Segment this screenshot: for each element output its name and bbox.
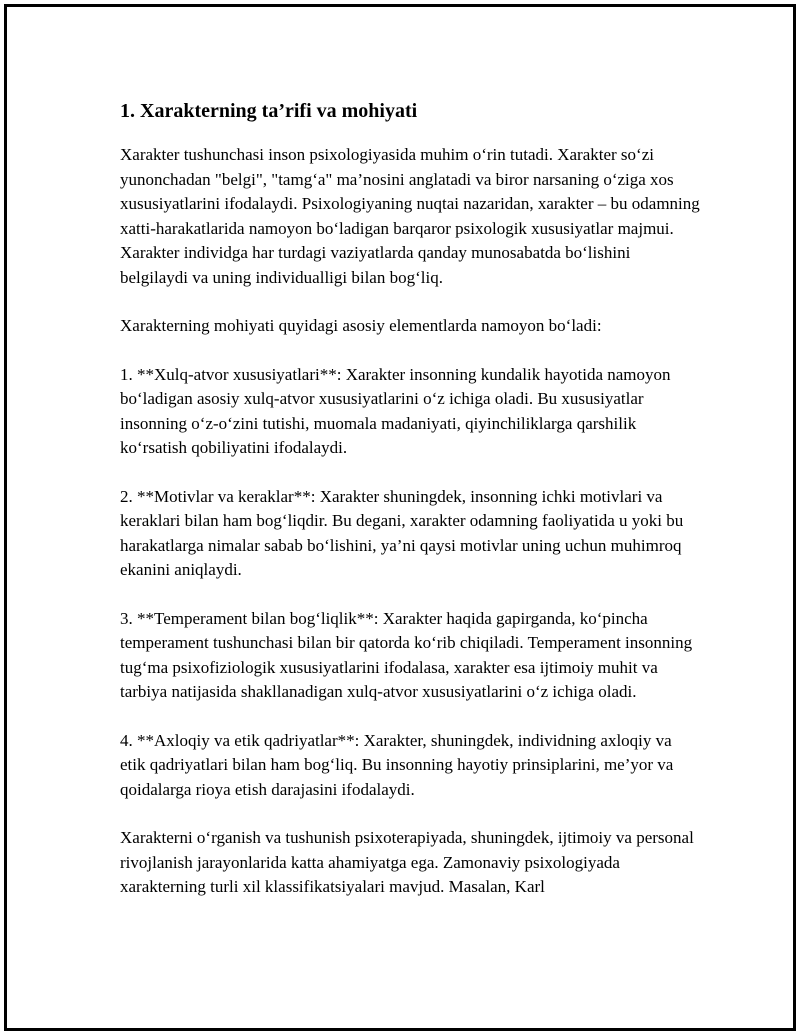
list-item-temperament: 3. **Temperament bilan bog‘liqlik**: Xarakter haqida gapirganda, ko‘pincha temperament tushunchasi bilan bir qatorda ko‘rib chiqiladi. Temperament insonning tug‘ma psixofiziologik xususiyatlarini ifodalasa, xarakter esa ijtimoiy muhit va tarbiya natijasida shakllanadigan xulq-atvor xususiyatlarini o‘z ichiga oladi. [120,608,693,701]
list-item-behavior: 1. **Xulq-atvor xususiyatlari**: Xarakter insonning kundalik hayotida namoyon bo‘ladigan asosiy xulq-atvor xususiyatlarini o‘z ichiga oladi. Bu xususiyatlar insonning o‘z-o‘zini tutishi, muomala madaniyati, qiyinchiliklarga qarshilik ko‘rsatish qobiliyatini ifodalaydi. [120,364,671,457]
section-heading: 1. Xarakterning ta’rifi va mohiyati [120,100,418,122]
closing-paragraph: Xarakterni o‘rganish va tushunish psixoterapiyada, shuningdek, ijtimoiy va personal rivojlanish jarayonlarida katta ahamiyatga ega. Zamonaviy psixologiyada xarakterning turli xil klassifikatsiyalari mavjud. Masalan, Karl [120,828,694,896]
document-page [4,4,796,1031]
list-item-motives: 2. **Motivlar va keraklar**: Xarakter shuningdek, insonning ichki motivlari va keraklari bilan ham bog‘liqdir. Bu degani, xarakter odamning faoliyatida u yoki bu harakatlarga nimalar sabab bo‘lishini, ya’ni qaysi motivlar uning uchun muhimroq ekanini aniqlaydi. [120,486,684,579]
document-body [120,97,700,924]
essence-intro-paragraph: Xarakterning mohiyati quyidagi asosiy elementlarda namoyon bo‘ladi: [120,316,602,335]
intro-paragraph: Xarakter tushunchasi inson psixologiyasida muhim o‘rin tutadi. Xarakter so‘zi yunonchadan "belgi", "tamg‘a" ma’nosini anglatadi va biror narsaning o‘ziga xos xususiyatlarini ifodalaydi. Psixologiyaning nuqtai nazaridan, xarakter – bu odamning xatti-harakatlarida namoyon bo‘ladigan barqaror psixologik xususiyatlar majmui. Xarakter individga har turdagi vaziyatlarda qanday munosabatda bo‘lishini belgilaydi va uning individualligi bilan bog‘liq. [120,145,700,287]
list-item-moral-values: 4. **Axloqiy va etik qadriyatlar**: Xarakter, shuningdek, individning axloqiy va etik qadriyatlari bilan ham bog‘liq. Bu insonning hayotiy prinsiplarini, me’yor va qoidalarga rioya etish darajasini ifodalaydi. [120,730,674,799]
